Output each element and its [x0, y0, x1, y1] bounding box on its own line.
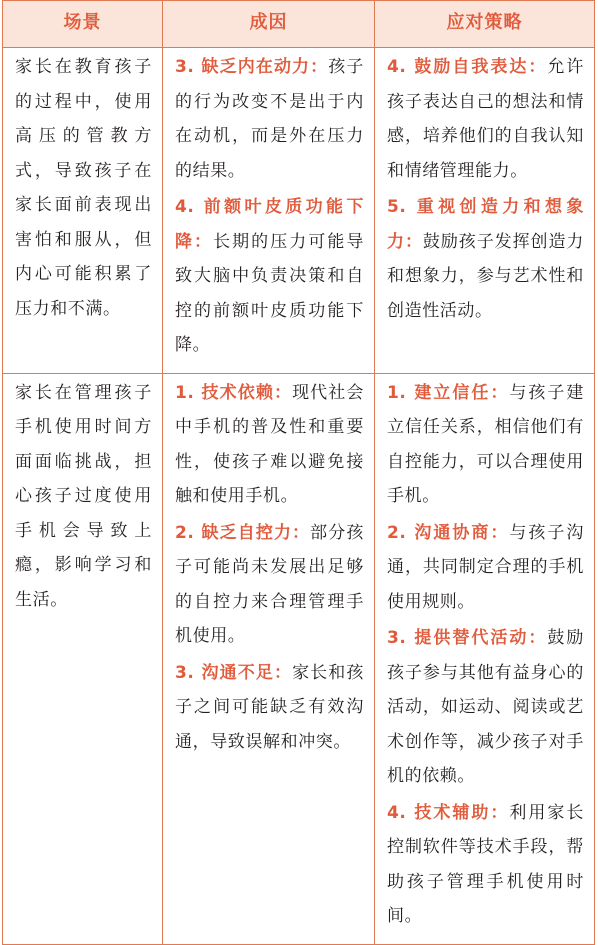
strategy-table: [2, 0, 595, 945]
cause-text: 现代社会中手机的普及性和重要性，使孩子难以避免接触和使用手机。: [175, 382, 364, 506]
strategy-item: [387, 516, 584, 620]
table-row: [3, 373, 595, 944]
cause-item: [175, 376, 364, 514]
strategy-lead: 2. 沟通协商：: [387, 522, 510, 543]
scene-cell: 家长在教育孩子的过程中，使用高压的管教方式，导致孩子在家长面前表现出害怕和服从，但内心可能积累了压力和不满。: [3, 48, 163, 374]
cause-item: [175, 190, 364, 363]
cause-text: 长期的压力可能导致大脑中负责决策和自控的前额叶皮质功能下降。: [175, 231, 364, 355]
strategy-lead: 1. 建立信任：: [387, 382, 510, 403]
strategy-text: 利用家长控制软件等技术手段，帮助孩子管理手机使用时间。: [387, 802, 584, 926]
strategy-text: 允许孩子表达自己的想法和情感，培养他们的自我认知和情绪管理能力。: [387, 57, 584, 181]
cause-text: 家长和孩子之间可能缺乏有效沟通，导致误解和冲突。: [175, 662, 364, 752]
cause-text: 部分孩子可能尚未发展出足够的自控力来合理管理手机使用。: [175, 522, 364, 646]
cause-lead: 2. 缺乏自控力：: [175, 522, 311, 543]
strategy-text: 鼓励孩子发挥创造力和想象力，参与艺术性和创造性活动。: [387, 231, 585, 321]
header-cause: 成因: [163, 1, 375, 48]
header-row: [3, 1, 595, 48]
strategy-lead: 3. 提供替代活动：: [387, 628, 548, 648]
header-scene: 场景: [3, 1, 163, 48]
strategy-item: [387, 796, 584, 934]
strategy-text: 与孩子建立信任关系，相信他们有自控能力，可以合理使用手机。: [387, 382, 584, 506]
strategy-lead: 4. 技术辅助：: [387, 802, 510, 823]
strategy-text: 鼓励孩子参与其他有益身心的活动，如运动、阅读或艺术创作等，减少孩子对手机的依赖。: [387, 628, 584, 786]
table-row: [3, 48, 595, 374]
cause-lead: 4. 前额叶皮质功能下降：: [175, 197, 364, 252]
strategy-cell: [375, 373, 595, 944]
cause-lead: 1. 技术依赖：: [175, 382, 293, 403]
strategy-cell: [375, 48, 595, 374]
strategy-lead: 5. 重视创造力和想象力：: [387, 197, 584, 252]
strategy-item: [387, 190, 584, 328]
cause-lead: 3. 沟通不足：: [175, 662, 293, 683]
cause-item: [175, 50, 364, 188]
cause-item: [175, 516, 364, 654]
cause-text: 孩子的行为改变不是出于内在动机，而是外在压力的结果。: [175, 57, 364, 181]
scene-cell: 家长在管理孩子手机使用时间方面面临挑战，担心孩子过度使用手机会导致上瘾，影响学习和生活。: [3, 373, 163, 944]
strategy-item: [387, 376, 584, 514]
header-strategy: 应对策略: [375, 1, 595, 48]
cause-cell: [163, 48, 375, 374]
strategy-lead: 4. 鼓励自我表达：: [387, 57, 548, 77]
cause-cell: [163, 373, 375, 944]
strategy-item: [387, 50, 584, 188]
cause-lead: 3. 缺乏内在动力：: [175, 57, 329, 77]
strategy-text: 与孩子沟通，共同制定合理的手机使用规则。: [387, 522, 584, 612]
strategy-item: [387, 621, 584, 794]
cause-item: [175, 656, 364, 760]
